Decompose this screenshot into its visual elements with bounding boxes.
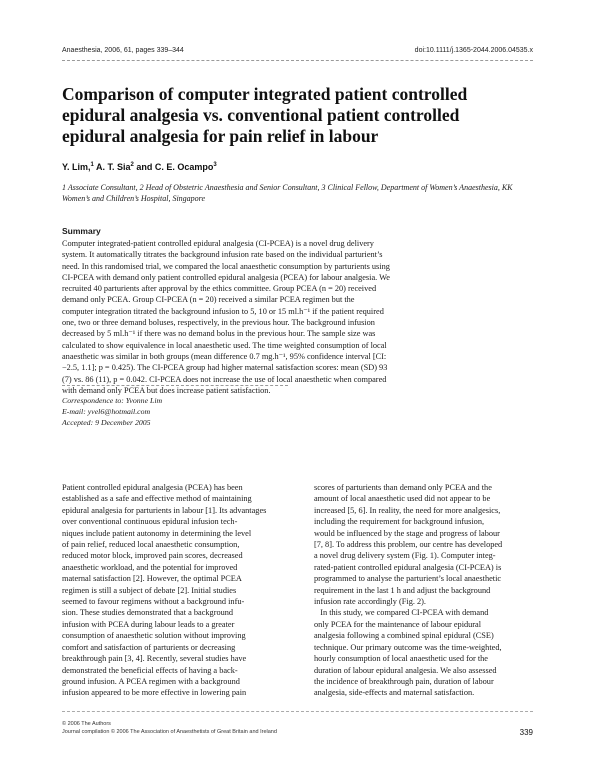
body-line: epidural analgesia for parturients in labour [1]. Its advantages — [62, 505, 267, 515]
body-line: including the requirement for background infusion, — [314, 517, 485, 527]
summary-line: one, two or three demand boluses, respectively, in the previous hour. The background infusion — [62, 318, 375, 328]
page-number: 339 — [519, 728, 533, 737]
body-line: technique. Our primary outcome was the time-weighted, — [314, 642, 502, 652]
body-line: rated-patient controlled epidural analgesia (CI-PCEA) is — [314, 562, 502, 572]
summary-line: decreased by 5 ml.h⁻¹ if there was no demand bolus in the previous hour. The sample size was — [62, 329, 376, 339]
body-line: seemed to favour regimens without a background infu- — [62, 597, 245, 607]
body-line: demonstrated the beneficial effects of having a back- — [62, 665, 238, 675]
body-line: sion. These studies demonstrated that a background — [62, 608, 234, 618]
accepted-date: Accepted: 9 December 2005 — [62, 418, 151, 427]
body-line: increased [5, 6]. In reality, the need for more analgesics, — [314, 505, 501, 515]
running-header — [62, 47, 533, 59]
author-name: Y. Lim, — [62, 162, 91, 172]
body-line: consumption of anaesthetic solution without improving — [62, 631, 246, 641]
body-line: infusion rate accordingly (Fig. 2). — [314, 597, 426, 607]
body-column-right — [314, 482, 542, 699]
correspondence-divider — [62, 385, 288, 386]
affiliation-marker: 2 — [130, 162, 134, 168]
body-line: regimen is still a subject of debate [2]. Initial studies — [62, 585, 237, 595]
summary-line: −2.5, 1.1]; p = 0.425). The CI-PCEA group had higher maternal satisfaction scores: mean (SD) 93 — [62, 363, 388, 373]
body-line: requirement in the last 1 h and adjust the background — [314, 585, 491, 595]
body-line: only PCEA for the maintenance of labour epidural — [314, 619, 482, 629]
body-line: established as a safe and effective method of maintaining — [62, 494, 252, 504]
body-column-left — [62, 482, 290, 699]
author-name: and C. E. Ocampo — [136, 162, 214, 172]
body-line: would be influenced by the stage and progress of labour — [314, 528, 500, 538]
body-line: infusion with PCEA during labour leads to a greater — [62, 619, 235, 629]
author-list — [62, 162, 217, 172]
body-line: reduced motor block, improved pain scores, decreased — [62, 551, 243, 561]
body-line: [7, 8]. To address this problem, our centre has developed — [314, 540, 503, 550]
body-line: analgesia following a combined spinal epidural (CSE) — [314, 631, 494, 641]
body-line: maternal satisfaction [2]. However, the optimal PCEA — [62, 574, 242, 584]
affiliation-marker: 3 — [213, 162, 217, 168]
summary-line: calculated to show equivalence in local anaesthetic used. The time weighted consumption of local — [62, 340, 387, 350]
title-line: epidural analgesia vs. conventional patient controlled — [62, 105, 460, 125]
footer-divider — [62, 711, 533, 712]
title-line: epidural analgesia for pain relief in labour — [62, 126, 379, 146]
title-line: Comparison of computer integrated patient controlled — [62, 84, 468, 104]
body-line: hourly consumption of local anaesthetic used for the — [314, 654, 488, 664]
summary-line: need. In this randomised trial, we compared the local anaesthetic consumption by parturients using — [62, 261, 390, 271]
body-line: the incidence of breakthrough pain, duration of labour — [314, 676, 494, 686]
correspondence-email[interactable]: E-mail: yvel6@hotmail.com — [62, 407, 151, 416]
doi-link[interactable]: doi:10.1111/j.1365-2044.2006.04535.x — [414, 47, 533, 54]
author-name: A. T. Sia — [96, 162, 131, 172]
body-line: scores of parturients than demand only PCEA and the — [314, 483, 492, 492]
affiliations: 1 Associate Consultant, 2 Head of Obstetric Anaesthesia and Senior Consultant, 3 Clinical Fellow, Department of Women’s Anaesthesia, KK Women’s and Children’s Hospital, Singapore — [62, 183, 513, 203]
body-line: infusion appeared to be more effective in lowering pain — [62, 688, 247, 698]
body-line: analgesia, side-effects and maternal satisfaction. — [314, 688, 475, 698]
body-line: of pain relief, reduced local anaesthetic consumption, — [62, 540, 240, 550]
summary-line: computer integration titrated the background infusion to 5, 10 or 15 ml.h⁻¹ if the patient required — [62, 306, 384, 316]
journal-compilation-notice: Journal compilation © 2006 The Association of Anaesthetists of Great Britain and Ireland — [62, 729, 277, 735]
summary-line: CI-PCEA with demand only patient controlled epidural analgesia (PCEA) for labour analgesia. We — [62, 272, 390, 282]
body-line: a novel drug delivery system (Fig. 1). Computer integ- — [314, 551, 496, 561]
affiliation-marker: 1 — [90, 162, 94, 168]
page-footer — [62, 720, 533, 736]
body-line: anaesthetic workload, and the potential for improved — [62, 562, 238, 572]
correspondence-block — [62, 395, 162, 428]
summary-line: with demand only PCEA but does increase patient satisfaction. — [62, 385, 271, 395]
body-line: ground infusion. A PCEA regimen with a background — [62, 676, 240, 686]
summary-line: Computer integrated-patient controlled epidural analgesia (CI-PCEA) is a novel drug delivery — [62, 239, 374, 248]
copyright-notice: © 2006 The Authors — [62, 721, 111, 727]
body-line: amount of local anaesthetic used did not appear to be — [314, 494, 491, 504]
summary-line: system. It automatically titrates the background infusion rate based on the individual parturient’s — [62, 250, 383, 260]
summary-abstract — [62, 238, 542, 396]
body-line: Patient controlled epidural analgesia (PCEA) has been — [62, 483, 243, 492]
body-line: duration of labour epidural analgesia. We also assessed — [314, 665, 497, 675]
body-line: programmed to analyse the parturient’s local anaesthetic — [314, 574, 502, 584]
summary-line: anaesthetic was similar in both groups (mean difference 0.7 mg.h⁻¹, 95% confidence interval [CI: — [62, 351, 387, 361]
body-line: comfort and satisfaction of parturients or decreasing — [62, 642, 236, 652]
correspondence-name: Correspondence to: Yvonne Lim — [62, 396, 163, 405]
summary-heading: Summary — [62, 226, 101, 236]
summary-line: demand only PCEA. Group CI-PCEA (n = 20) received a similar PCEA regimen but the — [62, 295, 355, 305]
article-title — [62, 84, 542, 147]
body-line: niques include patient autonomy in determining the level — [62, 528, 252, 538]
summary-line: recruited 40 parturients after approval by the ethics committee. Group PCEA (n = 20) received — [62, 284, 377, 294]
journal-citation: Anaesthesia, 2006, 61, pages 339–344 — [62, 47, 184, 54]
body-line: In this study, we compared CI-PCEA with demand — [314, 608, 489, 618]
body-line: breakthrough pain [3, 4]. Recently, several studies have — [62, 654, 247, 664]
body-line: over conventional continuous epidural infusion tech- — [62, 517, 238, 527]
summary-line: (7) vs. 86 (11), p = 0.042. CI-PCEA does not increase the use of local anaesthetic when compared — [62, 374, 387, 384]
header-divider — [62, 60, 533, 61]
